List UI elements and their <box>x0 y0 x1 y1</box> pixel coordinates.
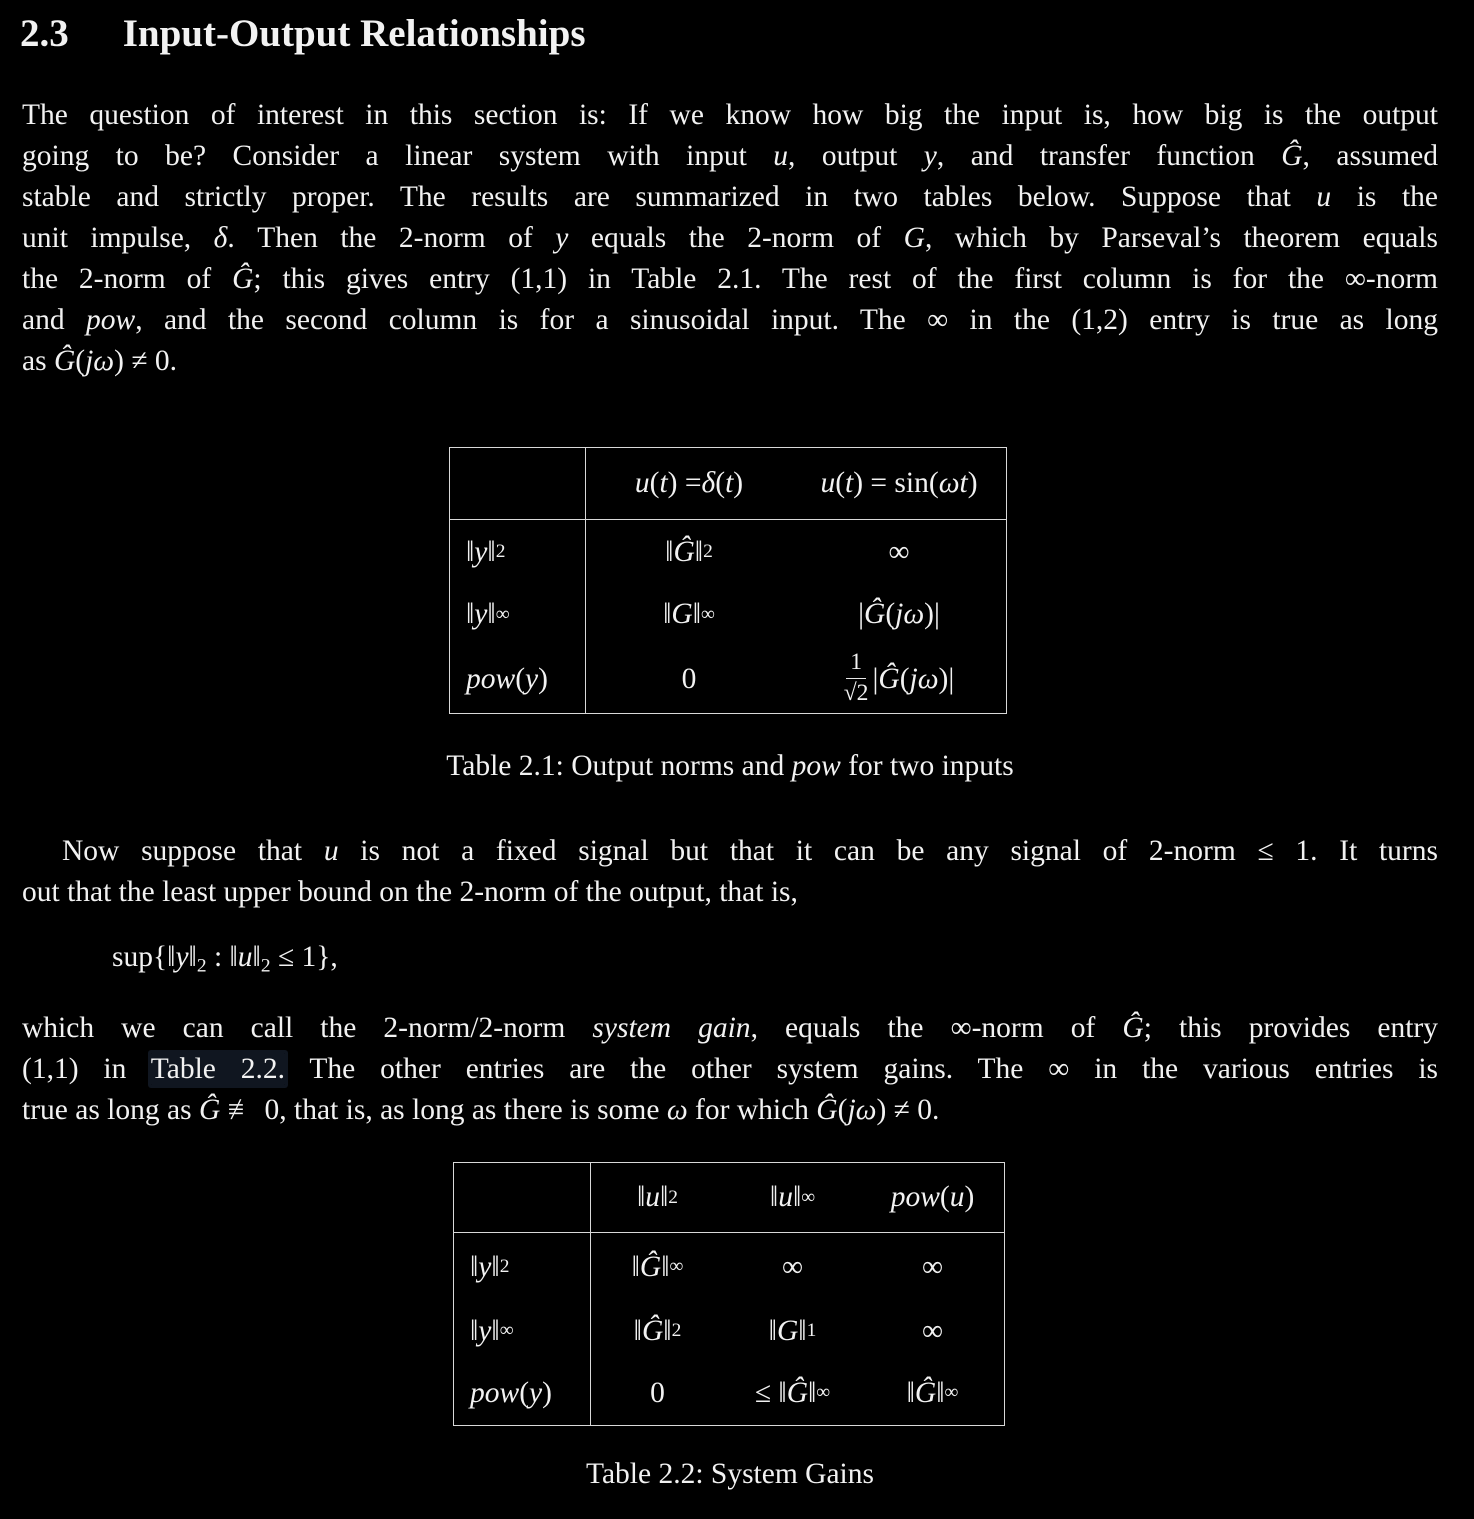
table-cell: $\frac{1}{√2}$ | Ĝ ( jω )| <box>843 649 955 706</box>
table-cell: | Ĝ ( jω )| <box>858 598 940 630</box>
row-label: ‖ y ‖ 2 <box>450 520 586 584</box>
table-cell: 0 <box>681 662 697 695</box>
text-line: which we can call the 2-norm/2-norm system gain, equals the ∞-norm of Ĝ; this provides entry <box>22 1012 1438 1044</box>
paragraph-now-suppose <box>22 831 1438 913</box>
column-header: pow ( u ) <box>861 1163 1004 1233</box>
text-line: as Ĝ(jω) ≠ 0. <box>22 345 178 377</box>
table-cell: 0 <box>650 1376 665 1409</box>
table-cell: ∞ <box>921 1250 944 1283</box>
text-line: (1,1) in Table 2.2. The other entries are the other system gains. The ∞ in the various entries is <box>22 1053 1439 1085</box>
text-line: unit impulse, δ. Then the 2-norm of y equals the 2-norm of G, which by Parseval’s theorem equals <box>22 222 1438 254</box>
table-corner-cell <box>454 1163 591 1233</box>
table-cell: ‖ Ĝ ‖ 2 <box>665 535 713 568</box>
text-line: The question of interest in this section is: If we know how big the input is, how big is the output <box>22 99 1438 131</box>
table-cell: ‖ G ‖ 1 <box>768 1314 817 1347</box>
table-2-2-caption: Table 2.2: System Gains <box>586 1458 874 1490</box>
table-cell: ∞ <box>921 1314 944 1347</box>
table-cell: ‖ Ĝ ‖ ∞ <box>631 1250 684 1283</box>
column-header: u ( t ) = sin( ωt ) <box>792 448 1006 520</box>
table-cell: ∞ <box>888 535 910 568</box>
text-line: stable and strictly proper. The results are summarized in two tables below. Suppose that u is the <box>22 181 1438 213</box>
row-label: pow ( y ) <box>450 645 586 713</box>
table-cell: ∞ <box>781 1250 804 1283</box>
table-cell: ≤ ‖ Ĝ ‖ ∞ <box>754 1376 831 1409</box>
text-line: the 2-norm of Ĝ; this gives entry (1,1) in Table 2.1. The rest of the first column is for the ∞-norm <box>22 263 1438 295</box>
row-label: ‖ y ‖ ∞ <box>450 584 586 645</box>
column-header: ‖ u ‖ 2 <box>591 1163 724 1233</box>
row-label: ‖ y ‖ ∞ <box>454 1301 591 1361</box>
text-line: out that the least upper bound on the 2-norm of the output, that is, <box>22 876 798 908</box>
text-line: true as long as Ĝ ≢ 0, that is, as long as there is some ω for which Ĝ(jω) ≠ 0. <box>22 1094 940 1126</box>
section-title: Input-Output Relationships <box>122 12 586 55</box>
table-cell: ‖ Ĝ ‖ 2 <box>633 1314 682 1347</box>
sup-norm-equation: $sup\{‖y‖_2$ : $‖u‖_2 \le 1$}, <box>112 941 338 977</box>
column-header: u ( t ) = δ ( t ) <box>586 448 792 520</box>
table-cell: ‖ Ĝ ‖ ∞ <box>906 1376 959 1409</box>
paragraph-intro <box>22 95 1438 382</box>
text-line: Now suppose that u is not a fixed signal but that it can be any signal of 2-norm ≤ 1. It turns <box>62 835 1438 867</box>
row-label: pow ( y ) <box>454 1361 591 1425</box>
section-number: 2.3 <box>20 12 69 55</box>
table-2-1-caption: Table 2.1: Output norms and pow for two inputs <box>446 750 1014 782</box>
table-2-2 <box>453 1162 1005 1426</box>
fraction: $\frac{1}{√2}$ <box>843 649 869 706</box>
text-line: going to be? Consider a linear system with input u, output y, and transfer function Ĝ, assumed <box>22 140 1438 172</box>
column-header: ‖ u ‖ ∞ <box>724 1163 861 1233</box>
section-heading <box>20 10 586 58</box>
table-corner-cell <box>450 448 586 520</box>
paragraph-system-gain <box>22 1008 1438 1131</box>
text-line: and pow, and the second column is for a sinusoidal input. The ∞ in the (1,2) entry is true as long <box>22 304 1439 336</box>
table-cell: ‖ G ‖ ∞ <box>663 598 715 630</box>
row-label: ‖ y ‖ 2 <box>454 1233 591 1301</box>
table-2-2-reference[interactable]: Table 2.2. <box>150 1053 286 1085</box>
table-2-1 <box>449 447 1007 714</box>
